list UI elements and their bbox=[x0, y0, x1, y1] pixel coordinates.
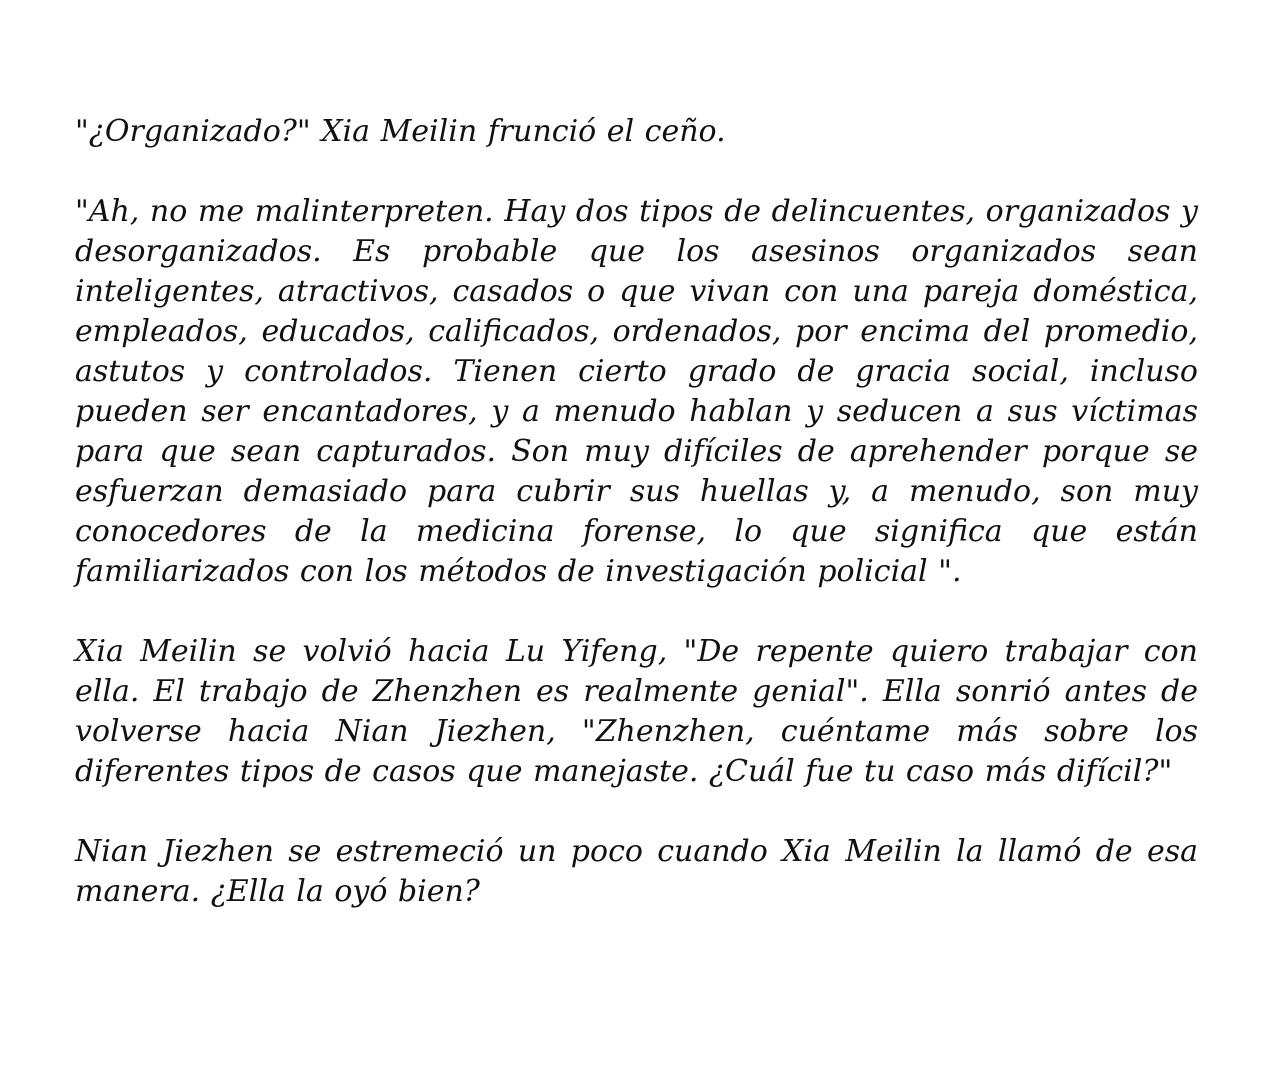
paragraph-3: Xia Meilin se volvió hacia Lu Yifeng, "De repente quiero trabajar con ella. El trabajo de Zhenzhen es realmente genial". Ella sonrió antes de volverse hacia Nian Jiezhen, "Zhenzhen, cuéntame más sobre los diferentes tipos de casos que manejaste. ¿Cuál fue tu caso más difícil?" bbox=[75, 634, 1198, 789]
paragraph-2: "Ah, no me malinterpreten. Hay dos tipos de delincuentes, organizados y desorganizados. Es probable que los asesinos organizados sean inteligentes, atractivos, casados o que vivan con una pareja doméstica, empleados, educados, calificados, ordenados, por encima del promedio, astutos y controlados. Tienen cierto grado de gracia social, incluso pueden ser encantadores, y a menudo hablan y seducen a sus víctimas para que sean capturados. Son muy difíciles de aprehender porque se esfuerzan demasiado para cubrir sus huellas y, a menudo, son muy conocedores de la medicina forense, lo que significa que están familiarizados con los métodos de investigación policial ". bbox=[75, 194, 1198, 589]
paragraph-4: Nian Jiezhen se estremeció un poco cuando Xia Meilin la llamó de esa manera. ¿Ella la oyó bien? bbox=[75, 834, 1198, 909]
paragraph-1: "¿Organizado?" Xia Meilin frunció el ceño. bbox=[75, 114, 726, 149]
